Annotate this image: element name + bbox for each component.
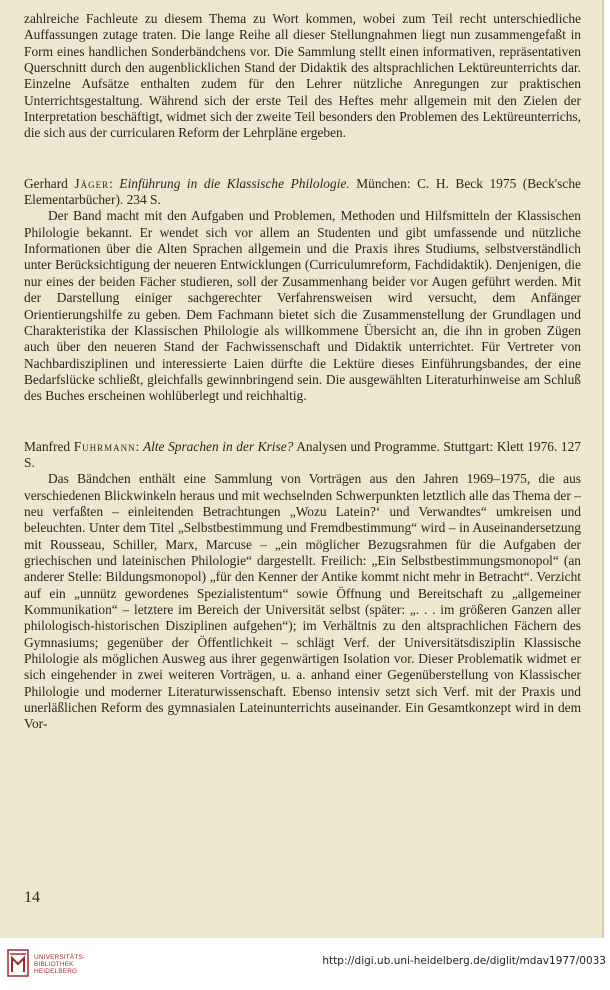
- page-text-block: [24, 0, 581, 733]
- book-title: Alte Sprachen in der Krise?: [142, 438, 294, 454]
- review-heading: Manfred Fuhrmann: Alte Sprachen in der Krise? Analysen und Programme. Stuttgart: Klett 1976. 127 S.: [24, 438, 581, 470]
- library-name[interactable]: [34, 954, 85, 975]
- page-number: 14: [24, 889, 40, 906]
- author-last-name: Fuhrmann: [73, 438, 136, 454]
- review-jaeger: [24, 176, 581, 405]
- viewer-footer: [0, 938, 610, 990]
- heidelberg-library-logo-icon[interactable]: [6, 948, 30, 978]
- publication-details: München: C. H. Beck 1975 (Beck'sche Elementarbücher). 234 S.: [24, 175, 581, 208]
- library-name-line: HEIDELBERG: [34, 968, 78, 975]
- review-body: Das Bändchen enthält eine Sammlung von Vorträgen aus den Jahren 1969–1975, die aus verschiedenen Blickwinkeln heraus und mit wechselnden Schwerpunkten letztlich alle das Thema der – neu verfaßten – einleitenden Betrachtungen „Wozu Latein?‘ und Verwandtes“ umkreisen und beleuchten. Unter dem Titel „Selbstbestimmung und Fremdbestimmung“ wird – in Auseinandersetzung mit Rousseau, Schiller, Marx, Marcuse – „ein möglicher Bezugsrahmen für die Aufgaben der griechischen und lateinischen Philologie“ dargestellt. Freilich: „Ein Selbstbestimmungsmonopol“ (an anderer Stelle: Bildungsmonopol) „für den Kenner der Antike kommt nicht mehr in Betracht“. Verzicht auf ein „unnütz gewordenes Spezialistentum“ sowie Öffnung und Bereitschaft zu „allgemeiner Kommunikation“ – letztere im Bereich der Universität selbst (später: „. . . im größeren Ganzen aller philologisch-historischen Disziplinen aufgehen“); im Verhältnis zu den altsprachlichen Fächern des Gymnasiums; gegenüber der Öffentlichkeit – schlägt Verf. der Universitätsdisziplin Klassische Philologie als möglichen Ausweg aus ihrer gegenwärtigen Isolation vor. Dieser Problematik widmet er sich eingehender in zwei weiteren Vorträgen, u. a. anhand einer Gegenüberstellung von Klassischer Philologie und moderner Literaturwissenschaft. Ebenso intensiv setzt sich Verf. mit der Praxis und unerläßlichen Reform des gymnasialen Lateinunterrichts auseinander. Ein Gesamtkonzept wird in dem Vor-: [24, 471, 581, 732]
- library-name-line: UNIVERSITÄTS-: [34, 954, 86, 961]
- author-first-name: Manfred: [24, 438, 71, 454]
- book-title: Einführung in die Klassische Philologie.: [119, 175, 350, 191]
- library-name-line: BIBLIOTHEK: [34, 961, 74, 968]
- review-fuhrmann: [24, 439, 581, 733]
- author-last-name: Jäger: [74, 175, 110, 191]
- permalink-url[interactable]: http://digi.ub.uni-heidelberg.de/diglit/mdav1977/0033: [322, 955, 606, 967]
- publication-details: Analysen und Programme. Stuttgart: Klett 1976. 127 S.: [24, 438, 581, 470]
- intro-paragraph: zahlreiche Fachleute zu diesem Thema zu Wort kommen, wobei zum Teil recht unterschiedliche Auffassungen zutage traten. Die lange Reihe all dieser Stellungnahmen liegt nun zusammengefaßt in Form eines handlichen Sonderbändchens vor. Die Sammlung stellt einen informativen, repräsentativen Querschnitt durch den augenblicklichen Stand der Didaktik des altsprachlichen Lektüreunterrichts dar. Einzelne Aufsätze enthalten zudem für den Lehrer nützliche Anregungen zur praktischen Unterrichtsgestaltung. Während sich der erste Teil des Heftes mehr allgemein mit den Zielen der Interpretation beschäftigt, widmet sich der zweite Teil besonders den Problemen des Lektüreunterrichs, die sich aus der curricularen Reform der Lehrpläne ergeben.: [24, 11, 581, 141]
- review-body: Der Band macht mit den Aufgaben und Problemen, Methoden und Hilfsmitteln der Klassischen Philologie bekannt. Er wendet sich vor allem an Studenten und gibt umfassende und nützliche Informationen über die Alten Sprachen allgemein und die Praxis ihres Studiums, selbstverständlich unter Berücksichtigung der neueren Entwicklungen (Curriculumreform, Fachdidaktik). Denjenigen, die nur eines der beiden Fächer studieren, soll der Zusammenhang beider vor Augen geführt werden. Mit der Darstellung einiger sachgerechter Verfahrensweisen wird versucht, dem Anfänger Orientierungshilfe zu geben. Dem Fachmann bietet sich die Zusammenstellung der Grundlagen und Charakteristika der Klassischen Philologie als willkommene Übersicht an, die ihn in groben Zügen auch über den neueren Stand der Fachwissenschaft und Didaktik unterrichtet. Für Vertreter von Nachbardisziplinen und interessierte Laien dürfte die Lektüre dieses Einführungsbandes, der eine Bedarfslücke schließt, gleichfalls gewinnbringend sein. Die ausgewählten Literaturhinweise am Schluß des Buches erscheinen wohlüberlegt und reichhaltig.: [24, 208, 581, 404]
- review-heading: Gerhard Jäger: Einführung in die Klassische Philologie. München: C. H. Beck 1975 (Beck'sche Elementarbücher). 234 S.: [24, 175, 581, 208]
- author-first-name: Gerhard: [24, 175, 68, 191]
